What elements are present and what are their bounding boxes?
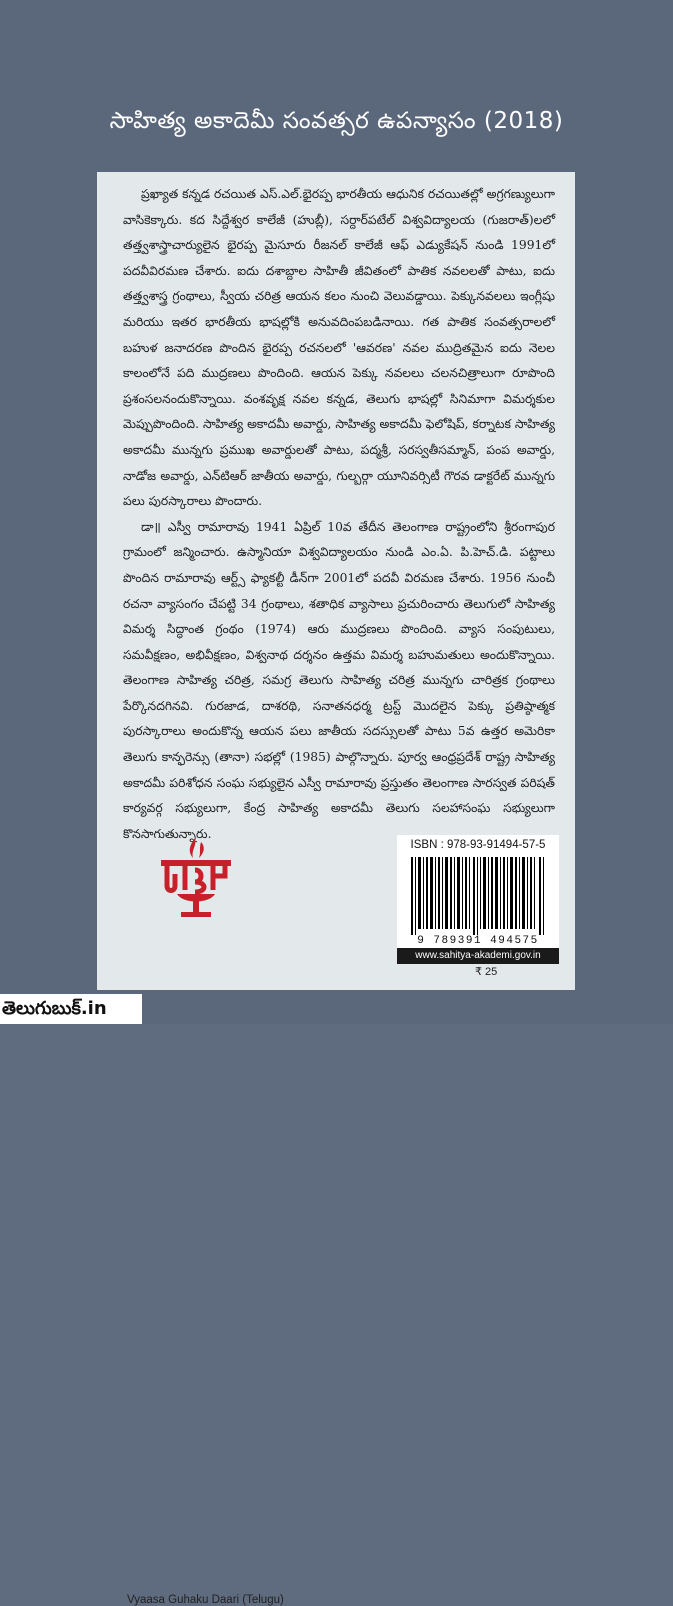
synopsis-panel: [97, 172, 575, 1606]
price-label: ₹ 25: [475, 966, 498, 978]
publisher-logo: [127, 834, 284, 1606]
synopsis-text: [123, 182, 555, 847]
publisher-website: www.sahitya-akademi.gov.in: [397, 948, 559, 964]
isbn-block: [397, 835, 559, 953]
cover-title: సాహిత్య అకాదెమీ సంవత్సర ఉపన్యాసం (2018): [109, 108, 564, 134]
isbn-number: ISBN : 978-93-91494-57-5: [410, 839, 546, 851]
sahitya-lamp-logo-icon: [155, 834, 237, 922]
barcode-digits: 9 789391 494575: [417, 935, 539, 947]
watermark-text: తెలుగుబుక్.in: [0, 994, 142, 1024]
series-title: Vyaasa Guhaku Daari (Telugu): [127, 1594, 284, 1606]
author-bio-paragraph: ప్రఖ్యాత కన్నడ రచయిత ఎస్.ఎల్.భైరప్ప భారతీయ ఆధునిక రచయితల్లో అగ్రగణ్యులుగా వాసికెక్కారు. కద సిద్దేశ్వర కాలేజీ (హుబ్లీ), సర్దార్‌పటేల్ విశ్వవిద్యాలయ (గుజరాత్)లలో తత్త్వశాస్త్రాచార్యులైన భైరప్ప మైసూరు రీజనల్ కాలేజీ ఆఫ్ ఎడ్యుకేషన్ నుండి 1991లో పదవీవిరమణ చేశారు. ఐదు దశాబ్దాల సాహితీ జీవితంలో పాతిక నవలలతో పాటు, ఐదు తత్త్వశాస్త్ర గ్రంథాలు, స్వీయ చరిత్ర ఆయన కలం నుంచి వెలువడ్డాయి. పెక్కునవలలు ఇంగ్లీషు మరియు ఇతర భారతీయ భాషల్లోకి అనువదింపబడినాయి. గత పాతిక సంవత్సరాలలో బహుళ జనాదరణ పొందిన భైరప్ప రచనలలో 'ఆవరణ' నవల ముద్రితమైన ఐదు నెలల కాలంలోనే పది ముద్రణలు పొందింది. ఆయన పెక్కు నవలలు చలనచిత్రాలుగా రూపొంది ప్రశంసలనందుకొన్నాయి. వంశవృక్ష నవల కన్నడ, తెలుగు భాషల్లో సినిమాగా విమర్శకుల మెప్పుపొందింది. సాహిత్య అకాదమీ అవార్డు, సాహిత్య అకాదమీ ఫెలోషిప్, కర్నాటక సాహిత్య అకాదమీ మున్నగు ప్రముఖ అవార్డులతో పాటు, పద్మశ్రీ, సరస్వతీసమ్మాన్, పంప అవార్డు, నాడోజ అవార్డు, ఎన్‌టిఆర్ జాతీయ అవార్డు, గుల్బర్గా యూనివర్సిటీ గౌరవ డాక్టరేట్ మున్నగు పలు పురస్కారాలు పొందారు.: [123, 187, 555, 509]
translator-bio-paragraph: డా॥ ఎస్వీ రామారావు 1941 ఏప్రిల్ 10వ తేదీన తెలంగాణ రాష్ట్రంలోని శ్రీరంగాపుర గ్రామంలో జన్మించారు. ఉస్మానియా విశ్వవిద్యాలయం నుండి ఎం.ఏ. పి.హెచ్.డి. పట్టాలు పొందిన రామారావు ఆర్ట్స్ ఫ్యాకల్టీ డీన్‌గా 2001లో పదవీ విరమణ చేశారు. 1956 నుంచీ రచనా వ్యాసంగం చేపట్టి 34 గ్రంథాలు, శతాధిక వ్యాసాలు ప్రచురించారు తెలుగులో సాహిత్య విమర్శ సిద్ధాంత గ్రంథం (1974) ఆరు ముద్రణలు పొందింది. వ్యాస సంపుటులు, సమవీక్షణం, అభివీక్షణం, విశ్వనాథ దర్శనం ఉత్తమ విమర్శ బహుమతులు అందుకొన్నాయి. తెలంగాణ సాహిత్య చరిత్ర, సమగ్ర తెలుగు సాహిత్య చరిత్ర మున్నగు చారిత్రక గ్రంథాలు పేర్కొనదగినవి. గురజాడ, దాశరథి, సనాతనధర్మ ట్రస్ట్ మొదలైన పెక్కు ప్రతిష్ఠాత్మక పురస్కారాలు అందుకొన్న ఆయన పలు జాతీయ సదస్సులతో పాటు 5వ ఉత్తర అమెరికా తెలుగు కాన్ఫరెన్సు (తానా) సభల్లో (1985) పాల్గొన్నారు. పూర్వ ఆంధ్రప్రదేశ్ రాష్ట్ర సాహిత్య అకాదమీ పరిశోధన సంఘ సభ్యులైన ఎస్వీ రామారావు ప్రస్తుతం తెలంగాణ సారస్వత పరిషత్ కార్యవర్గ సభ్యులుగా, కేంద్ర సాహిత్య అకాదమీ తెలుగు సలహాసంఘ సభ్యులుగా కొనసాగుతున్నారు.: [123, 519, 555, 841]
barcode-icon: [409, 857, 547, 935]
